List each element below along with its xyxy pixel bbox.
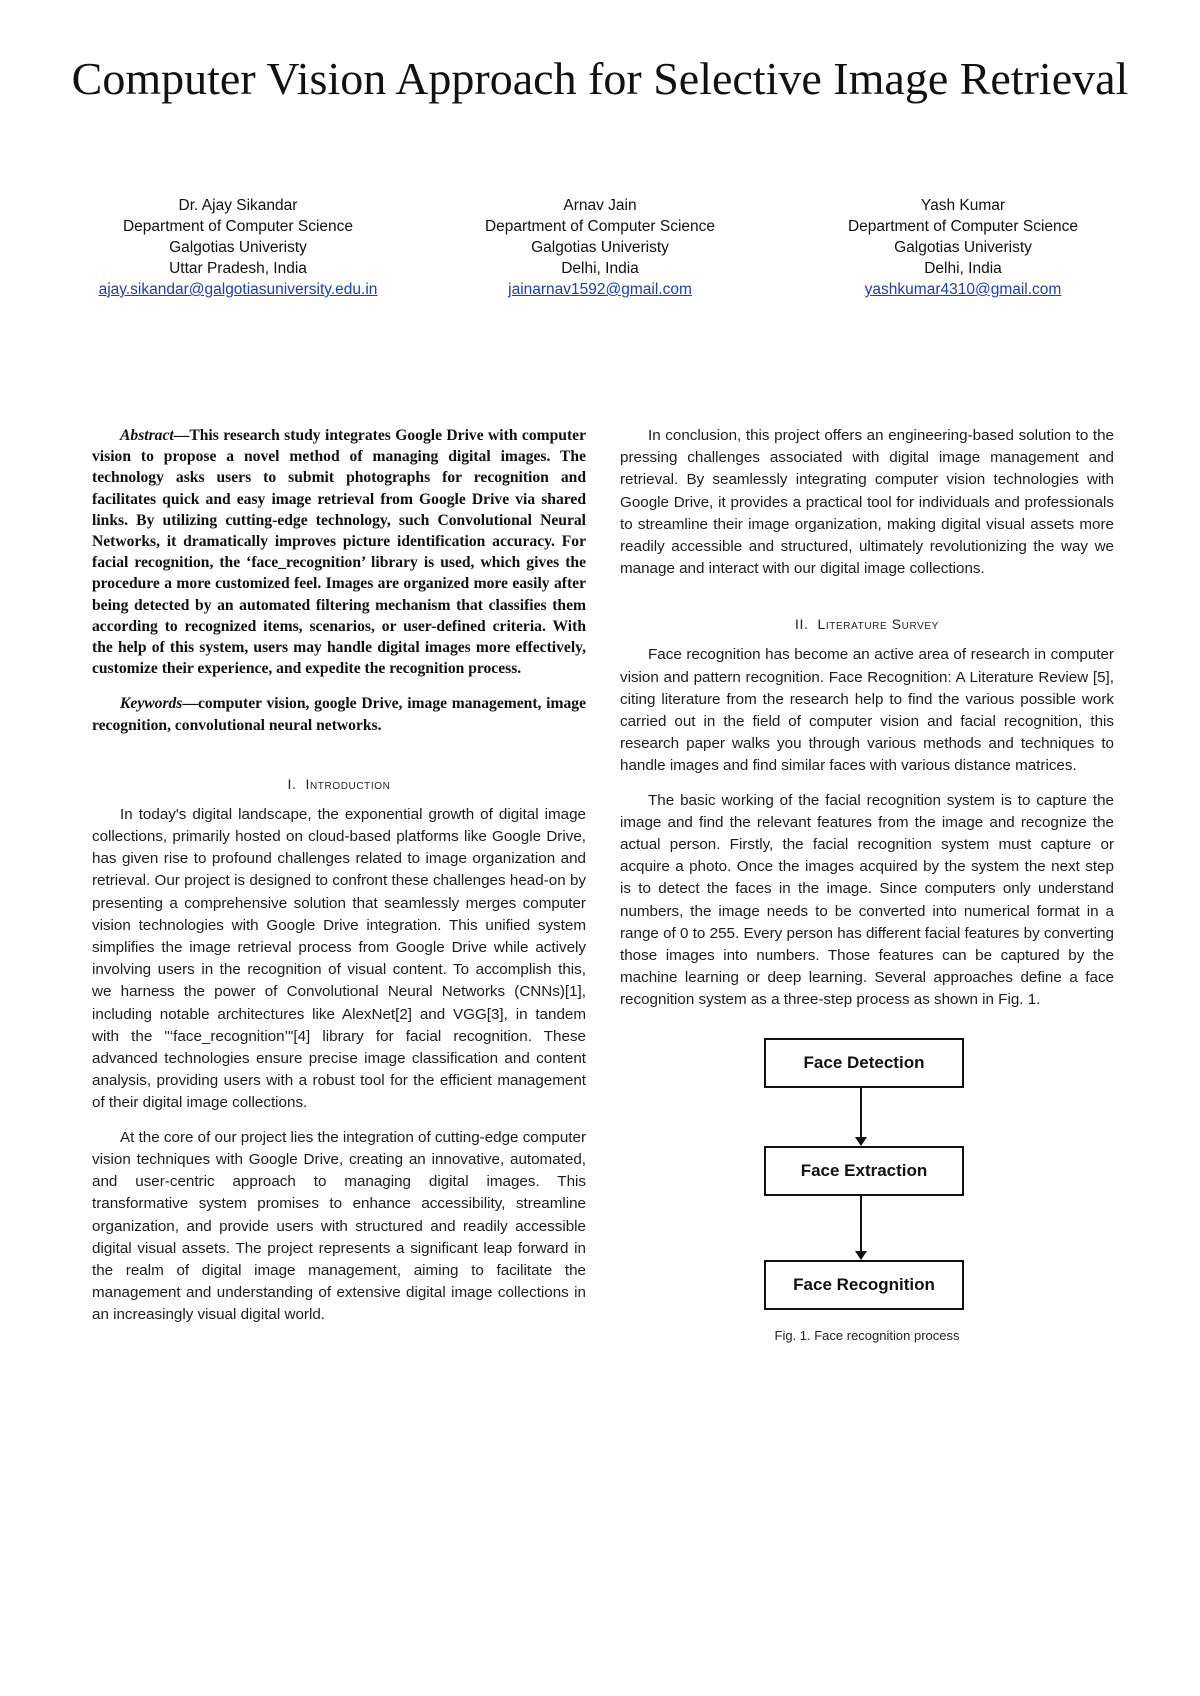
flow-box-face-recognition: Face Recognition xyxy=(764,1260,964,1310)
author-univ: Galgotias Univeristy xyxy=(894,239,1032,256)
section-heading-literature-survey xyxy=(620,616,1114,632)
flow-arrow xyxy=(860,1196,862,1252)
section-title: Introduction xyxy=(305,775,391,792)
literature-paragraph-2: The basic working of the facial recognition system is to capture the image and find the relevant features from the image and recognize the actual person. Firstly, the facial recognition system must capture or acquire a photo. Once the images acquired by the system the next step is to detect the faces in the image. Since computers only understand numbers, the image needs to be converted into numerical format in a range of 0 to 255. Every person has different facial features by converting those images into numbers. Those features can be captured by the machine learning or deep learning. Several approaches define a face recognition system as a three-step process as shown in Fig. 1. xyxy=(620,791,1114,1009)
arrow-head-icon xyxy=(855,1137,867,1146)
section-number: I. xyxy=(287,775,297,792)
abstract-text: —This research study integrates Google Drive with computer vision to propose a novel method of managing digital images. The technology asks users to submit photographs for recognition and facilitates quick and easy image retrieval from Google Drive via shared links. By utilizing cutting-edge technology, such Convolutional Neural Networks, it dramatically improves picture identification accuracy. For facial recognition, the ‘face_recognition’ library is used, which gives the procedure a more customized feel. Images are organized more easily after being detected by an automated filtering mechanism that classifies them according to recognized items, scenarios, or user-defined criteria. With the help of this system, users may handle digital images more effectively, customize their experience, and expedite the recognition process. xyxy=(92,427,586,678)
paper-title: Computer Vision Approach for Selective Image Retrieval xyxy=(71,53,1129,104)
figure-face-recognition-process xyxy=(620,1038,1114,1458)
intro-paragraph-1: In today's digital landscape, the exponential growth of digital image collections, primarily hosted on cloud-based platforms like Google Drive, has given rise to profound challenges related to image organization and retrieval. Our project is designed to confront these challenges head-on by presenting a comprehensive solution that seamlessly merges computer vision technologies with Google Drive integration. This unified system simplifies the image retrieval process from Google Drive while actively involving users in the recognition of visual content. To accomplish this, we harness the power of Convolutional Neural Networks (CNNs)[1], including notable architectures like AlexNet[2] and VGG[3], in tandem with the "‘face_recognition’"[4] library for facial recognition. These advanced technologies ensure precise image classification and content analysis, providing users with a robust tool for the efficient management of their digital image collections. xyxy=(92,805,586,1112)
author-email-link[interactable]: jainarnav1592@gmail.com xyxy=(508,281,692,298)
author-name: Yash Kumar xyxy=(920,197,1006,214)
author-location: Delhi, India xyxy=(561,260,639,277)
right-column xyxy=(620,425,1114,1458)
keywords-label: Keywords xyxy=(120,695,183,713)
author-univ: Galgotias Univeristy xyxy=(531,239,669,256)
flow-box-face-extraction: Face Extraction xyxy=(764,1146,964,1196)
author-block-3 xyxy=(803,195,1123,300)
author-univ: Galgotias Univeristy xyxy=(169,239,307,256)
keywords xyxy=(92,693,586,735)
author-dept: Department of Computer Science xyxy=(847,218,1079,235)
author-location: Delhi, India xyxy=(924,260,1002,277)
literature-paragraph-1: Face recognition has become an active area of research in computer vision and pattern recognition. Face Recognition: A Literature Review [5], citing literature from the research help to find the various possible work carried out in the field of computer vision and facial recognition, this research paper walks you through various methods and techniques to handle images and find similar faces with various distance matrices. xyxy=(620,646,1114,775)
author-email-link[interactable]: yashkumar4310@gmail.com xyxy=(864,281,1062,298)
keywords-text: —computer vision, google Drive, image management, image recognition, convolutional neural networks. xyxy=(92,695,586,734)
figure-caption: Fig. 1. Face recognition process xyxy=(774,1327,960,1343)
author-dept: Department of Computer Science xyxy=(122,218,354,235)
author-name: Arnav Jain xyxy=(563,197,637,214)
arrow-head-icon xyxy=(855,1251,867,1260)
author-name: Dr. Ajay Sikandar xyxy=(178,197,298,214)
section-title: Literature Survey xyxy=(817,616,939,633)
author-location: Uttar Pradesh, India xyxy=(169,260,307,277)
author-dept: Department of Computer Science xyxy=(484,218,716,235)
author-block-1 xyxy=(78,195,398,300)
author-block-2 xyxy=(440,195,760,300)
flow-arrow xyxy=(860,1088,862,1138)
section-number: II. xyxy=(795,616,809,633)
author-email-link[interactable]: ajay.sikandar@galgotiasuniversity.edu.in xyxy=(98,281,378,298)
intro-paragraph-2: At the core of our project lies the integration of cutting-edge computer vision techniques with Google Drive, creating an innovative, automated, and user-centric approach to managing digital images. This transformative system promises to enhance accessibility, streamline organization, and provide users with structured and readily accessible digital visual assets. The project represents a significant leap forward in the realm of digital image management, aiming to facilitate the management and understanding of extensive digital image collections in an increasingly visual digital world. xyxy=(92,1128,587,1324)
flow-box-face-detection: Face Detection xyxy=(764,1038,964,1088)
abstract-label: Abstract xyxy=(120,427,174,444)
abstract xyxy=(92,425,586,679)
section-heading-introduction xyxy=(92,776,586,792)
conclusion-paragraph: In conclusion, this project offers an engineering-based solution to the pressing challenges associated with digital image management and retrieval. By seamlessly integrating computer vision technologies with Google Drive, it provides a practical tool for individuals and professionals to streamline their image organization, making digital visual assets more readily accessible and structured, ultimately revolutionizing the way we manage and interact with our digital image collections. xyxy=(620,427,1114,578)
left-column xyxy=(92,425,586,1339)
